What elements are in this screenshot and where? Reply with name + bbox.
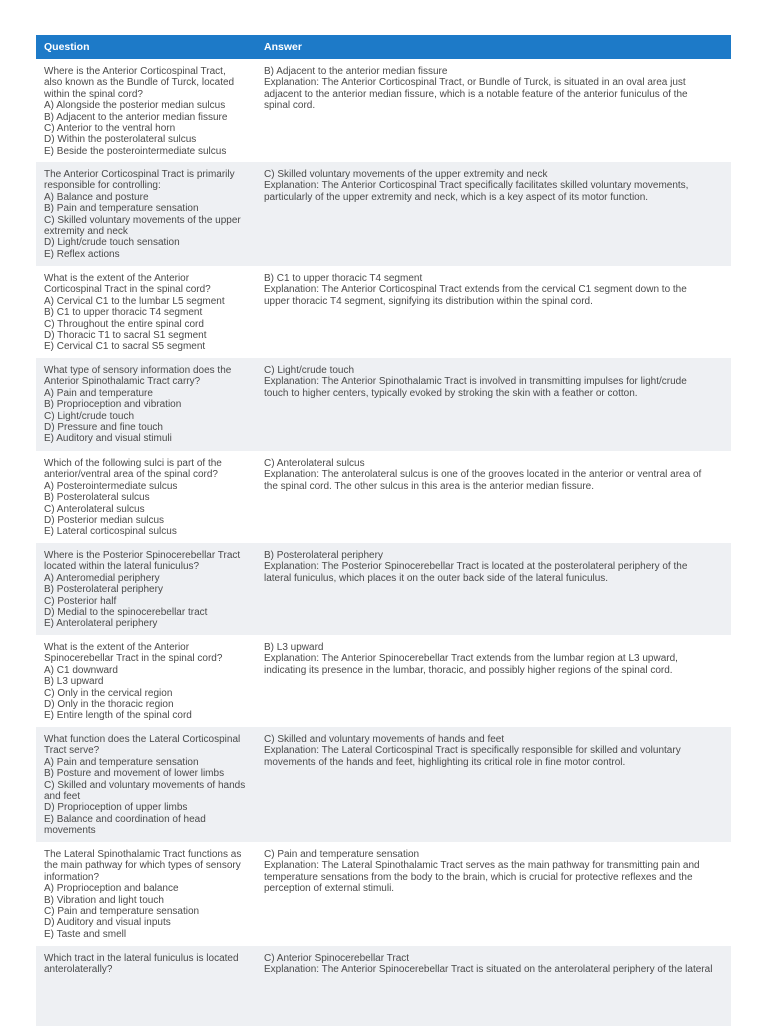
question-line: What is the extent of the Anterior	[44, 273, 190, 284]
answer-line: Explanation: The Posterior Spinocerebellar Tract is located at the posterolateral periphery of the	[264, 561, 688, 573]
question-line: A) Anteromedial periphery	[44, 572, 160, 584]
question-line: D) Light/crude touch sensation	[44, 237, 180, 249]
question-line: information?	[44, 871, 100, 883]
question-line: The Lateral Spinothalamic Tract functions as	[44, 849, 242, 860]
question-line: Which of the following sulci is part of the	[44, 458, 222, 469]
question-line: B) Pain and temperature sensation	[44, 203, 199, 215]
answer-column-header: Answer	[264, 41, 302, 53]
question-line: B) C1 to upper thoracic T4 segment	[44, 307, 203, 319]
question-cell	[36, 162, 256, 266]
question-line: E) Cervical C1 to sacral S5 segment	[44, 341, 206, 353]
question-line: D) Medial to the spinocerebellar tract	[44, 607, 208, 619]
question-line: C) Light/crude touch	[44, 410, 135, 422]
answer-line: B) L3 upward	[264, 642, 324, 653]
answer-line: B) C1 to upper thoracic T4 segment	[264, 273, 423, 284]
answer-cell	[256, 543, 731, 635]
question-line: Where is the Anterior Corticospinal Tract,	[44, 66, 226, 77]
answer-cell	[256, 162, 731, 266]
answer-cell	[256, 59, 731, 162]
question-line: The Anterior Corticospinal Tract is primarily	[44, 169, 235, 180]
answer-cell	[256, 842, 731, 946]
answer-line: C) Skilled voluntary movements of the upper extremity and neck	[264, 169, 548, 180]
question-line: Tract serve?	[44, 745, 100, 757]
answer-line: C) Light/crude touch	[264, 365, 355, 376]
question-line: What type of sensory information does the	[44, 365, 232, 376]
question-line: Which tract in the lateral funiculus is located	[44, 953, 239, 964]
answer-cell	[256, 946, 731, 1026]
question-line: D) Only in the thoracic region	[44, 699, 174, 711]
question-line: C) Anterolateral sulcus	[44, 503, 145, 515]
answer-line: temperature sensations from the body to the brain, which is crucial for protective reflexes and the	[264, 871, 693, 883]
question-line: B) Adjacent to the anterior median fissure	[44, 111, 228, 123]
answer-cell	[256, 635, 731, 727]
question-line: located within the lateral funiculus?	[44, 561, 200, 573]
question-line: extremity and neck	[44, 226, 128, 238]
question-line: C) Skilled voluntary movements of the upper	[44, 214, 241, 226]
table-header	[36, 35, 731, 59]
question-cell	[36, 266, 256, 358]
question-line: What is the extent of the Anterior	[44, 642, 190, 653]
question-line: B) Proprioception and vibration	[44, 399, 182, 411]
question-line: anterior/ventral area of the spinal cord?	[44, 469, 218, 481]
answer-line: touch to higher centers, typically evoked by stroking the skin with a feather or cotton.	[264, 387, 638, 399]
question-line: B) L3 upward	[44, 676, 104, 688]
answer-line: lateral funiculus, which places it on the outer back side of the lateral funiculus.	[264, 572, 609, 584]
answer-cell	[256, 727, 731, 842]
question-line: E) Entire length of the spinal cord	[44, 710, 192, 722]
question-line: B) Posture and movement of lower limbs	[44, 768, 225, 780]
question-line: within the spinal cord?	[44, 88, 143, 100]
question-line: D) Pressure and fine touch	[44, 422, 163, 434]
question-line: Anterior Spinothalamic Tract carry?	[44, 376, 201, 388]
question-line: B) Posterolateral sulcus	[44, 492, 150, 504]
answer-line: Explanation: The Lateral Corticospinal Tract is specifically responsible for skilled and voluntary	[264, 745, 681, 757]
answer-line: C) Anterolateral sulcus	[264, 458, 365, 469]
table-body	[36, 59, 731, 1026]
answer-line: particularly of the upper extremity and neck, which is a key aspect of its motor function.	[264, 191, 649, 203]
answer-line: perception of external stimuli.	[264, 883, 395, 895]
question-cell	[36, 451, 256, 543]
question-line: E) Taste and smell	[44, 928, 127, 940]
question-line: B) Posterolateral periphery	[44, 584, 163, 596]
answer-line: Explanation: The Anterior Corticospinal Tract specifically facilitates skilled voluntary movements,	[264, 180, 689, 192]
question-line: D) Posterior median sulcus	[44, 515, 165, 527]
question-line: A) Alongside the posterior median sulcus	[44, 100, 226, 112]
table-row	[36, 162, 731, 266]
question-line: A) Balance and posture	[44, 191, 149, 203]
question-line: E) Lateral corticospinal sulcus	[44, 526, 177, 538]
answer-line: Explanation: The Anterior Spinocerebellar Tract extends from the lumbar region at L3 upward,	[264, 653, 678, 665]
question-line: E) Reflex actions	[44, 248, 120, 260]
question-line: C) Skilled and voluntary movements of hands	[44, 779, 246, 791]
question-line: E) Balance and coordination of head	[44, 813, 206, 825]
answer-line: C) Anterior Spinocerebellar Tract	[264, 953, 410, 964]
question-line: E) Anterolateral periphery	[44, 618, 158, 630]
table-row	[36, 946, 731, 1026]
table-row	[36, 842, 731, 946]
question-line: What function does the Lateral Corticospinal	[44, 734, 241, 745]
answer-cell	[256, 451, 731, 543]
answer-line: Explanation: The Lateral Spinothalamic Tract serves as the main pathway for transmitting pain and	[264, 860, 700, 872]
answer-line: Explanation: The Anterior Corticospinal Tract, or Bundle of Turck, is situated in an oval area just	[264, 77, 686, 89]
question-line: anterolaterally?	[44, 964, 113, 976]
question-line: and feet	[44, 791, 81, 803]
answer-line: C) Pain and temperature sensation	[264, 849, 420, 860]
question-line: C) Only in the cervical region	[44, 687, 173, 699]
table-row	[36, 358, 731, 451]
answer-line: B) Adjacent to the anterior median fissure	[264, 66, 448, 77]
question-line: the main pathway for which types of sensory	[44, 860, 241, 872]
table-row	[36, 543, 731, 635]
question-cell	[36, 946, 256, 1026]
question-line: C) Anterior to the ventral horn	[44, 123, 176, 135]
question-cell	[36, 59, 256, 162]
question-line: A) Proprioception and balance	[44, 883, 179, 895]
answer-line: Explanation: The Anterior Spinocerebellar Tract is situated on the anterolateral periphery of the lateral	[264, 964, 713, 976]
table-row	[36, 266, 731, 358]
question-line: C) Pain and temperature sensation	[44, 906, 200, 918]
question-line: E) Auditory and visual stimuli	[44, 433, 172, 445]
answer-line: C) Skilled and voluntary movements of hands and feet	[264, 734, 505, 745]
question-line: D) Proprioception of upper limbs	[44, 802, 188, 814]
question-column-header: Question	[44, 41, 90, 53]
answer-line: Explanation: The anterolateral sulcus is one of the grooves located in the anterior or ventral area of	[264, 469, 702, 481]
table-row	[36, 451, 731, 543]
question-line: D) Auditory and visual inputs	[44, 917, 171, 929]
question-line: E) Beside the posterointermediate sulcus	[44, 145, 227, 157]
table-row	[36, 635, 731, 727]
qa-table	[36, 35, 731, 1026]
question-line: Corticospinal Tract in the spinal cord?	[44, 284, 211, 296]
answer-line: Explanation: The Anterior Corticospinal Tract extends from the cervical C1 segment down to the	[264, 284, 687, 296]
question-line: movements	[44, 825, 96, 837]
answer-cell	[256, 358, 731, 451]
question-cell	[36, 543, 256, 635]
answer-line: upper thoracic T4 segment, signifying its distribution within the spinal cord.	[264, 295, 593, 307]
question-line: A) Posterointermediate sulcus	[44, 480, 178, 492]
question-line: B) Vibration and light touch	[44, 894, 164, 906]
question-line: A) Cervical C1 to the lumbar L5 segment	[44, 295, 225, 307]
question-line: also known as the Bundle of Turck, located	[44, 77, 235, 89]
answer-line: movements of the hands and feet, highlighting its critical role in fine motor control.	[264, 756, 626, 768]
answer-line: the spinal cord. The other sulcus in this area is the anterior median fissure.	[264, 480, 594, 492]
table-row	[36, 727, 731, 842]
answer-line: adjacent to the anterior median fissure, which is a notable feature of the anterior funiculus of the	[264, 88, 688, 100]
answer-line: spinal cord.	[264, 100, 316, 112]
question-line: A) Pain and temperature sensation	[44, 756, 199, 768]
question-line: Where is the Posterior Spinocerebellar Tract	[44, 550, 241, 561]
question-line: D) Thoracic T1 to sacral S1 segment	[44, 330, 207, 342]
question-line: Spinocerebellar Tract in the spinal cord?	[44, 653, 223, 665]
question-line: D) Within the posterolateral sulcus	[44, 134, 197, 146]
question-line: A) C1 downward	[44, 664, 118, 676]
question-line: A) Pain and temperature	[44, 387, 153, 399]
question-cell	[36, 842, 256, 946]
answer-line: indicating its presence in the lumbar, thoracic, and possibly higher regions of the spinal cord.	[264, 664, 673, 676]
question-line: C) Posterior half	[44, 595, 117, 607]
question-line: C) Throughout the entire spinal cord	[44, 318, 204, 330]
answer-line: Explanation: The Anterior Spinothalamic Tract is involved in transmitting impulses for light/crude	[264, 376, 687, 388]
question-line: responsible for controlling:	[44, 180, 161, 192]
table-row	[36, 59, 731, 162]
question-cell	[36, 358, 256, 451]
answer-cell	[256, 266, 731, 358]
question-cell	[36, 727, 256, 842]
question-cell	[36, 635, 256, 727]
answer-line: B) Posterolateral periphery	[264, 550, 383, 561]
